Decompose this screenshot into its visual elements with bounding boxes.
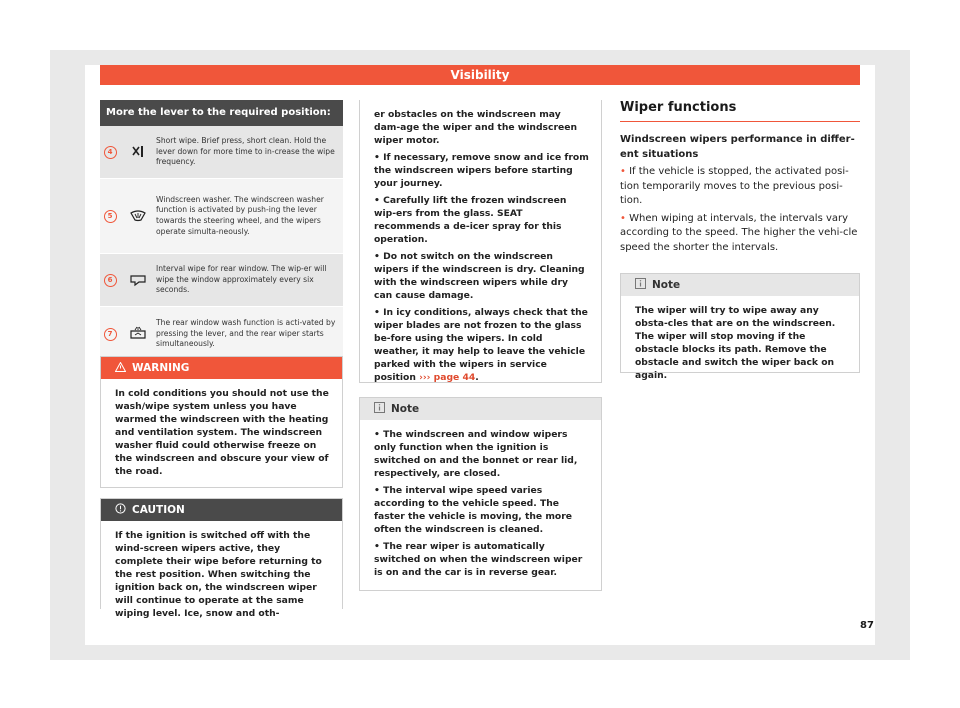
subtitle: Windscreen wipers performance in differ-ent situations <box>620 134 855 160</box>
lever-table <box>100 100 343 362</box>
page-link[interactable]: ››› page 44 <box>419 372 476 383</box>
note-label: Note <box>652 279 681 291</box>
row-text: Short wipe. Brief press, short clean. Hold the lever down for more time to in-crease the wipe frequency. <box>156 136 335 167</box>
note-box-2 <box>620 273 860 381</box>
row-number: 5 <box>104 210 117 223</box>
row-number: 4 <box>104 146 117 159</box>
table-row <box>100 307 343 362</box>
caution-continued <box>359 100 602 383</box>
note-label: Note <box>391 403 420 415</box>
rear-wiper-icon <box>120 273 156 287</box>
info-icon <box>635 278 646 292</box>
row-text: The rear window wash function is acti-vated by pressing the lever, and the rear wiper starts simultaneously. <box>156 318 336 349</box>
list-item: • In icy conditions, always check that the wiper blades are not frozen to the glass be-fore using the wipers. In cold weather, it may help to leave the vehicle parked with the wipers in service position ››› page 44. <box>374 307 588 383</box>
section-header: Visibility <box>100 65 860 85</box>
list-item: • The windscreen and window wipers only function when the ignition is switched on and the bonnet or rear lid, respectively, are closed. <box>374 429 578 479</box>
list-item: • If the vehicle is stopped, the activated posi-tion temporarily moves to the previous posi-tion. <box>620 166 849 206</box>
caution-box <box>100 498 343 619</box>
warning-text: In cold conditions you should not use the wash/wipe system unless you have warmed the windscreen with the heating and ventilation system. The windscreen washer fluid could otherwise freeze on the windscreen and obscure your view of the road. <box>115 388 329 477</box>
section-title: Wiper functions <box>620 100 860 122</box>
info-icon <box>374 402 385 416</box>
list-item: • Carefully lift the frozen windscreen wip-ers from the glass. SEAT recommends a de-icer spray for this operation. <box>374 195 567 245</box>
warning-label: WARNING <box>132 362 190 374</box>
caution-text: If the ignition is switched off with the wind-screen wipers active, they complete their wipe before returning to the rest position. When switching the ignition back on, the windscreen wiper will continue to operate at the same wiping level. Ice, snow and oth- <box>115 530 322 619</box>
list-item: • When wiping at intervals, the intervals vary according to the speed. The higher the vehi-cle speed the shorter the intervals. <box>620 212 858 253</box>
table-row <box>100 126 343 179</box>
warning-box <box>100 356 343 488</box>
row-text: Windscreen washer. The windscreen washer function is activated by push-ing the lever towards the steering wheel, and the wipers operate simulta-neously. <box>156 194 324 236</box>
table-heading: More the lever to the required position: <box>100 100 343 126</box>
table-row <box>100 179 343 254</box>
info-circle-icon <box>115 503 126 517</box>
note-box <box>359 397 602 591</box>
washer-icon <box>120 209 156 223</box>
caution-label: CAUTION <box>132 504 185 516</box>
wiper-single-icon <box>120 145 156 159</box>
table-row <box>100 254 343 307</box>
list-item: • The interval wipe speed varies according to the vehicle speed. The faster the vehicle is moving, the more often the windscreen is cleaned. <box>374 485 572 535</box>
wiper-text <box>620 133 860 258</box>
continued-intro: er obstacles on the windscreen may dam-age the wiper and the windscreen wiper motor. <box>374 109 577 146</box>
page-number: 87 <box>860 620 874 631</box>
list-item: • The rear wiper is automatically switched on when the windscreen wiper is on and the car is in reverse gear. <box>374 541 583 578</box>
row-number: 7 <box>104 328 117 341</box>
rear-washer-icon <box>120 326 156 342</box>
row-number: 6 <box>104 274 117 287</box>
warning-icon <box>115 362 126 375</box>
list-item: • If necessary, remove snow and ice from the windscreen wipers before starting your journey. <box>374 152 589 189</box>
list-item: • Do not switch on the windscreen wipers if the windscreen is dry. Cleaning with the windscreen wipers while dry can cause damage. <box>374 251 585 301</box>
note-text: The wiper will try to wipe away any obsta-cles that are on the windscreen. The wiper will stop moving if the obstacle blocks its path. Remove the obstacle and switch the wiper back on again. <box>635 305 836 381</box>
row-text: Interval wipe for rear window. The wip-er will wipe the window approximately every six seconds. <box>156 264 327 295</box>
